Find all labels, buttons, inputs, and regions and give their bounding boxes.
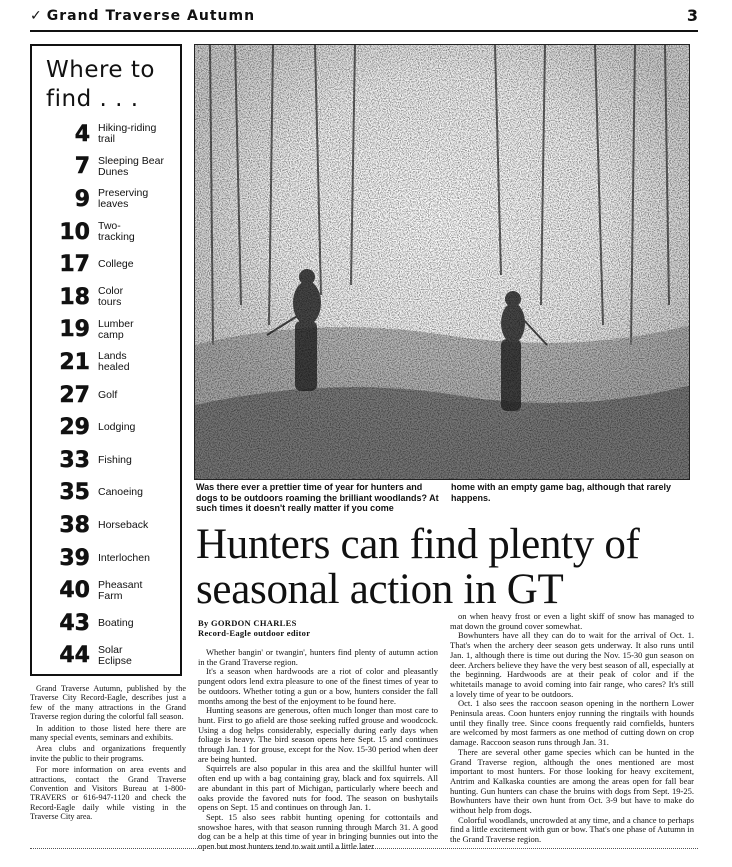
paragraph: Colorful woodlands, uncrowded at any time, and a chance to perhaps find a little excitement with gun or bow. That's one phase of Autumn in the Grand Traverse region. <box>450 814 694 845</box>
page-bottom-rule <box>30 848 698 849</box>
where-item-label: Sleeping Bear Dunes <box>98 154 164 178</box>
where-item <box>32 640 182 673</box>
where-item-page: 4 <box>74 121 90 147</box>
paragraph: Whether bangin' or twangin', hunters find plenty of autumn action in the Grand Traverse region. <box>198 647 438 667</box>
byline-title: Record-Eagle outdoor editor <box>198 628 311 638</box>
where-item-label: Two- tracking <box>98 220 135 244</box>
where-to-find-list <box>32 118 182 672</box>
where-to-find-title <box>46 56 180 114</box>
where-item-page: 21 <box>59 349 90 375</box>
where-item-page: 19 <box>59 317 90 343</box>
article-column-2 <box>450 612 694 845</box>
where-item-page: 39 <box>59 545 90 571</box>
where-item-page: 18 <box>59 284 90 310</box>
where-item-page: 40 <box>59 578 90 604</box>
paragraph: There are several other game species which can be hunted in the Grand Traverse region, although the ones mentioned are most important to most hunters. For those looking for heavy excitement, Antrim and Kalkaska counties are among the areas open for fall bear hunting. Gun hunters can chase the bruins with dogs from Sept. 19-25. Bowhunters have their own hunt from Oct. 3-9 but have to make do without help from dogs. <box>450 746 694 816</box>
photo-caption-left: Was there ever a prettier time of year for hunters and dogs to be outdoors roaming the brilliant woodlands? At such times it doesn't really matter if you come <box>196 482 439 513</box>
paragraph: Hunting seasons are generous, often much longer than most care to hunt. First to go afield are those seeking ruffed grouse and woodcock. Using a dog helps considerably, especially during early days when foliage is heavy. The bird season opens here Sept. 15 and continues through Jan. 1 for grouse, except for the Nov. 15-30 period when deer are being hunted. <box>198 705 438 764</box>
where-item <box>32 477 182 510</box>
where-item-label: Preserving leaves <box>98 187 149 211</box>
where-title-line2: find . . . <box>46 86 139 112</box>
page-header <box>30 8 698 32</box>
where-item <box>32 216 182 249</box>
where-item <box>32 574 182 607</box>
where-item <box>32 444 182 477</box>
where-item-page: 29 <box>59 415 90 441</box>
where-item-page: 27 <box>59 382 90 408</box>
where-item-page: 17 <box>59 252 90 278</box>
where-item-page: 7 <box>74 154 90 180</box>
where-item <box>32 411 182 444</box>
where-item-label: Golf <box>98 388 118 401</box>
where-item <box>32 542 182 575</box>
paragraph: on when heavy frost or even a light skiff of snow has managed to mat down the ground cover somewhat. <box>450 611 694 631</box>
article-headline: Hunters can find plenty of seasonal action in GT <box>196 521 640 613</box>
hunters-photo <box>194 44 690 480</box>
where-to-find-box <box>30 44 182 676</box>
page-number: 3 <box>686 6 698 25</box>
where-item <box>32 346 182 379</box>
where-item-page: 38 <box>59 512 90 538</box>
byline-author: By GORDON CHARLES <box>198 618 297 628</box>
photo-caption-right: home with an empty game bag, although that rarely happens. <box>451 482 672 503</box>
leaf-icon: ✓ <box>30 8 43 24</box>
where-item-page: 43 <box>59 610 90 636</box>
where-item <box>32 509 182 542</box>
where-item-page: 44 <box>59 643 90 669</box>
where-item-page: 10 <box>59 219 90 245</box>
where-item <box>32 607 182 640</box>
where-item <box>32 118 182 151</box>
where-item <box>32 379 182 412</box>
where-title-line1: Where to <box>46 57 155 83</box>
where-item-label: Lumber camp <box>98 317 134 341</box>
where-item-label: Lodging <box>98 421 136 434</box>
where-item-page: 35 <box>59 480 90 506</box>
paragraph: Area clubs and organizations frequently invite the public to their programs. <box>30 744 186 763</box>
where-item-label: Hiking-riding trail <box>98 122 157 146</box>
where-item-label: Interlochen <box>98 551 150 564</box>
paragraph: Oct. 1 also sees the raccoon season opening in the northern Lower Peninsula areas. Coon hunters enjoy running the ringtails with hounds until they finally tree. Since coons frequently raid cornfields, hunters are welcomed by most farmers as one method of cutting down on crop damage. Raccoon season runs through Jan. 31. <box>450 698 694 748</box>
where-item-label: Lands healed <box>98 350 130 374</box>
where-item <box>32 183 182 216</box>
where-item-label: Pheasant Farm <box>98 578 143 602</box>
where-item-label: Horseback <box>98 518 149 531</box>
hunters-photo-graphic <box>195 45 690 480</box>
article-column-1 <box>198 648 438 852</box>
paragraph: For more information on area events and attractions, contact the Grand Traverse Convention and Visitors Bureau at 1-800-TRAVERS or 616-947-1120 and check the Record-Eagle daily while visting in the Traverse City area. <box>30 765 186 822</box>
where-item-page: 9 <box>74 186 90 212</box>
where-item <box>32 281 182 314</box>
paragraph: Squirrels are also popular in this area and the skillful hunter will often end up with a bag containing gray, black and fox squirrels. All are abundant in this part of Michigan, particularly where beech and oaks provide the favored nuts for food. The season on bushytails opens on Sept. 15 and continues on through Jan. 1. <box>198 763 438 813</box>
paragraph: Grand Traverse Autumn, published by the Traverse City Record-Eagle, describes just a few of the many attractions in the Grand Traverse region during the colorful fall season. <box>30 684 186 722</box>
publication-logo <box>30 8 255 24</box>
where-item-label: Canoeing <box>98 486 143 499</box>
where-item-label: Color tours <box>98 285 124 309</box>
article-byline <box>198 618 310 638</box>
publication-title: Grand Traverse Autumn <box>46 8 256 24</box>
where-item <box>32 314 182 347</box>
paragraph: Sept. 15 also sees rabbit hunting opening for cottontails and snowshoe hares, with that season running through March 31. A good dog can be a help at this time of year in bringing bunnies out into the open but most hunters tend to wait until a little later <box>198 811 438 852</box>
where-item-label: Solar Eclipse <box>98 643 132 667</box>
paragraph: In addition to those listed here there are many special events, seminars and exhibits. <box>30 723 186 743</box>
where-item <box>32 151 182 184</box>
paragraph: Bowhunters have all they can do to wait for the arrival of Oct. 1. That's when the archery deer season gets underway. It also runs until Jan. 1, although there is time out during the Nov. 15-30 gun season on deer. Archers believe they have the very best season of all, especially at the beginning. Hardwoods are at their peak of color and if the whitetails manage to avoid coming into fair range, who cares? It's still a lovely time of year to be outdoors. <box>450 630 694 699</box>
where-item <box>32 248 182 281</box>
sidebar-info-text <box>30 684 186 824</box>
where-item-label: Boating <box>98 616 134 629</box>
where-item-page: 33 <box>59 447 90 473</box>
where-item-label: College <box>98 258 134 271</box>
where-item-label: Fishing <box>98 453 132 466</box>
paragraph: It's a season when hardwoods are a riot of color and pleasantly pungent odors lend extra pleasure to one of the finest times of year to be outdoors. Whether toting a gun or a bow, hunters consider the fall months among the best of the enjoyment to be found here. <box>198 666 438 706</box>
